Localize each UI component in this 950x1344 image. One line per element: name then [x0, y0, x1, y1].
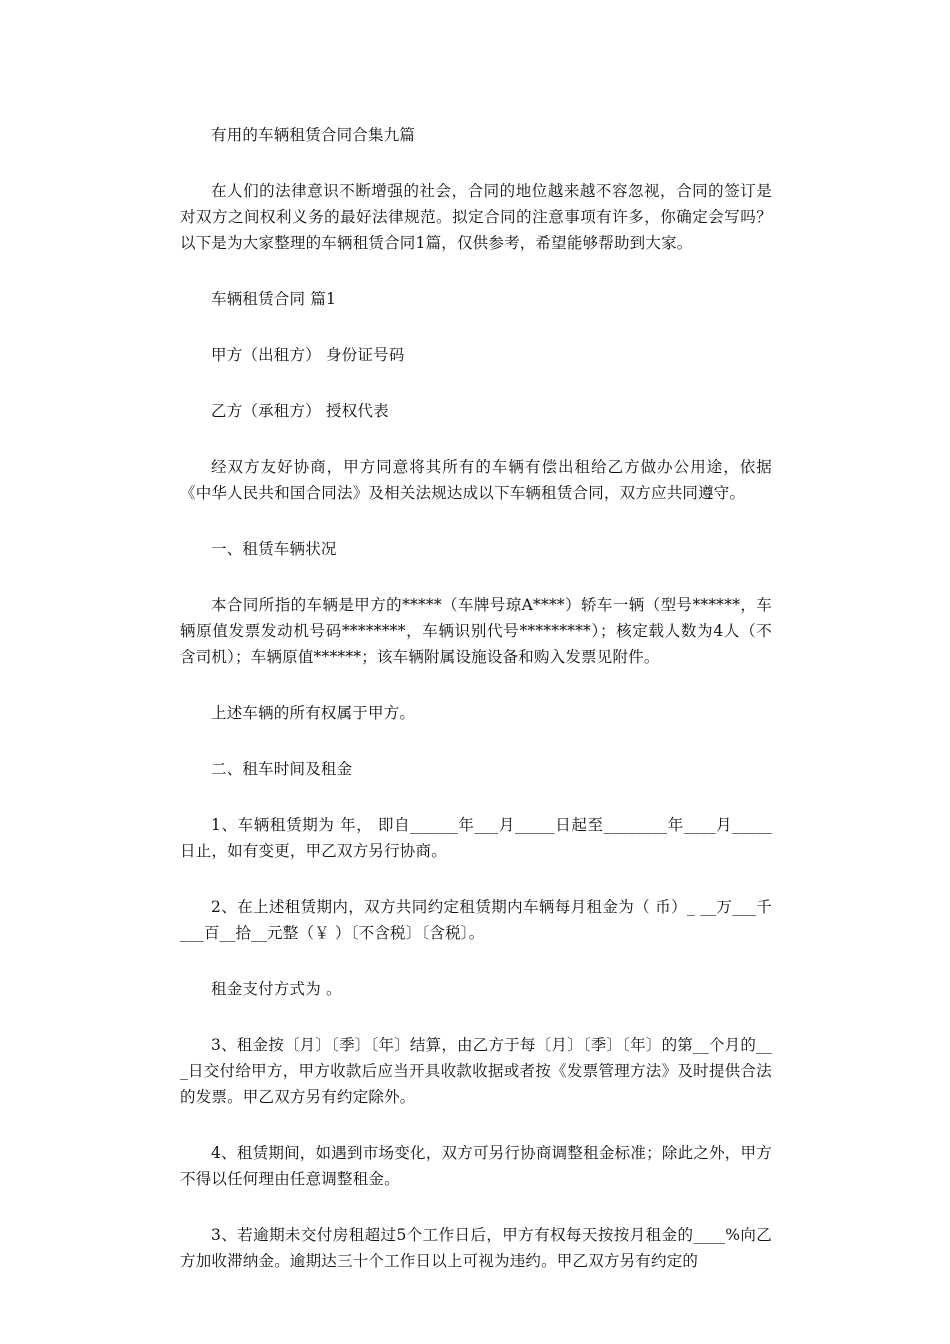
rent-amount-paragraph: 2、在上述租赁期内，双方共同约定租赁期内车辆每月租金为（ 币）_ __万___千___百__拾__元整（￥ ）〔不含税〕〔含税〕。 — [180, 898, 772, 942]
intro-paragraph: 在人们的法律意识不断增强的社会，合同的地位越来越不容忽视，合同的签订是对双方之间权利义务的最好法律规范。拟定合同的注意事项有许多，你确定会写吗？以下是为大家整理的车辆租赁合同1篇，仅供参考，希望能够帮助到大家。 — [180, 182, 772, 252]
late-fee-paragraph: 3、若逾期未交付房租超过5个工作日后，甲方有权每天按按月租金的____%向乙方加收滞纳金。逾期达三十个工作日以上可视为违约。甲乙双方另有约定的 — [180, 1226, 772, 1270]
rental-period-paragraph: 1、车辆租赁期为 年， 即自______年___月_____日起至________年____月_____日止，如有变更，甲乙双方另行协商。 — [180, 816, 772, 860]
rent-adjustment-paragraph: 4、租赁期间，如遇到市场变化，双方可另行协商调整租金标准；除此之外，甲方不得以任何理由任意调整租金。 — [180, 1144, 772, 1188]
clause-heading-2: 二、租车时间及租金 — [211, 760, 353, 778]
document-title: 有用的车辆租赁合同合集九篇 — [211, 126, 416, 144]
vehicle-paragraph: 本合同所指的车辆是甲方的*****（车牌号琼A****）轿车一辆（型号******，车辆原值发票发动机号码********，车辆识别代号*********）；核定载人数为4人（不含司机）；车辆原值******；该车辆附属设施设备和购入发票见附件。 — [180, 596, 772, 666]
agreement-paragraph: 经双方友好协商，甲方同意将其所有的车辆有偿出租给乙方做办公用途，依据《中华人民共和国合同法》及相关法规达成以下车辆租赁合同，双方应共同遵守。 — [180, 458, 772, 502]
settlement-paragraph: 3、租金按〔月〕〔季〕〔年〕结算，由乙方于每〔月〕〔季〕〔年〕的第__个月的___日交付给甲方，甲方收款后应当开具收款收据或者按《发票管理方法》及时提供合法的发票。甲乙双方另有约定除外。 — [180, 1036, 772, 1106]
ownership-paragraph: 上述车辆的所有权属于甲方。 — [211, 704, 416, 722]
payment-method-paragraph: 租金支付方式为 。 — [211, 980, 342, 998]
party-b-line: 乙方（承租方） 授权代表 — [211, 402, 389, 420]
party-a-line: 甲方（出租方） 身份证号码 — [211, 346, 405, 364]
section-heading: 车辆租赁合同 篇1 — [211, 290, 337, 308]
clause-heading-1: 一、租赁车辆状况 — [211, 540, 337, 558]
document-body — [180, 122, 772, 1274]
